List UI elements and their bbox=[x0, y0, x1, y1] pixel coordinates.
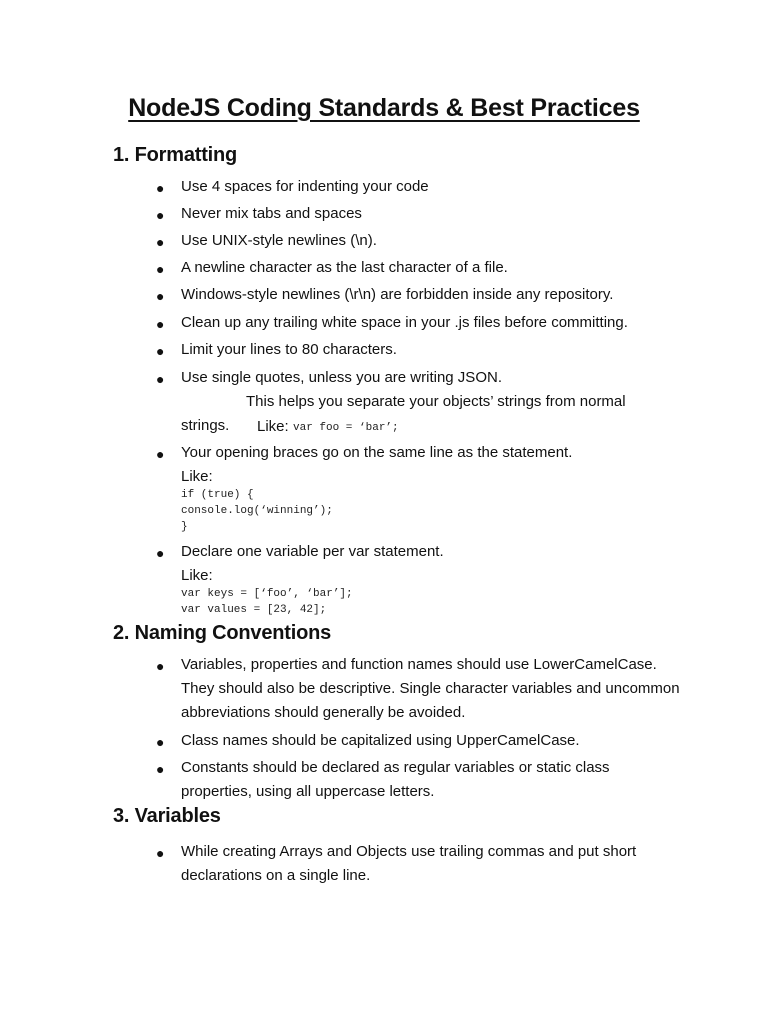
bullet-icon: ● bbox=[156, 545, 165, 561]
bullet-icon: ● bbox=[156, 446, 165, 462]
list-item: Windows-style newlines (\r\n) are forbidden inside any repository. bbox=[181, 286, 614, 303]
section-heading-naming: 2. Naming Conventions bbox=[113, 622, 332, 644]
bullet-icon: ● bbox=[156, 343, 165, 359]
section-heading-variables: 3. Variables bbox=[113, 805, 221, 827]
code-line: if (true) { bbox=[181, 489, 254, 501]
list-item-var: Declare one variable per var statement. bbox=[181, 543, 444, 560]
bullet-icon: ● bbox=[156, 658, 165, 674]
list-item: Use 4 spaces for indenting your code bbox=[181, 178, 429, 195]
bullet-icon: ● bbox=[156, 845, 165, 861]
bullet-icon: ● bbox=[156, 207, 165, 223]
list-item: Clean up any trailing white space in your .js files before committing. bbox=[181, 314, 628, 331]
list-item: Use UNIX-style newlines (\n). bbox=[181, 232, 377, 249]
list-item-single-quotes: Use single quotes, unless you are writing JSON. bbox=[181, 369, 502, 386]
bullet-icon: ● bbox=[156, 261, 165, 277]
bullet-icon: ● bbox=[156, 316, 165, 332]
list-item: Variables, properties and function names should use LowerCamelCase. They should also be descriptive. Single character variables and uncommon abbreviations should generally be avoided. bbox=[181, 656, 680, 721]
list-item: While creating Arrays and Objects use trailing commas and put short declarations on a single line. bbox=[181, 843, 637, 884]
list-item: Never mix tabs and spaces bbox=[181, 205, 362, 222]
list-item: Class names should be capitalized using UpperCamelCase. bbox=[181, 732, 580, 749]
single-quotes-explanation-cont: strings. bbox=[181, 417, 230, 434]
bullet-icon: ● bbox=[156, 180, 165, 196]
like-label: Like: bbox=[181, 567, 213, 584]
bullet-icon: ● bbox=[156, 371, 165, 387]
bullet-icon: ● bbox=[156, 288, 165, 304]
document-title: NodeJS Coding Standards & Best Practices bbox=[128, 94, 640, 122]
bullet-icon: ● bbox=[156, 761, 165, 777]
list-item: Limit your lines to 80 characters. bbox=[181, 341, 397, 358]
code-line: } bbox=[181, 521, 188, 533]
like-label: Like: bbox=[257, 418, 289, 435]
like-label: Like: bbox=[181, 468, 213, 485]
list-item: Constants should be declared as regular variables or static class properties, using all uppercase letters. bbox=[181, 759, 610, 800]
single-quotes-explanation: This helps you separate your objects’ strings from normal bbox=[246, 393, 626, 410]
list-item: A newline character as the last character of a file. bbox=[181, 259, 508, 276]
section-heading-formatting: 1. Formatting bbox=[113, 144, 238, 166]
bullet-icon: ● bbox=[156, 734, 165, 750]
list-item-braces: Your opening braces go on the same line as the statement. bbox=[181, 444, 573, 461]
code-line: var values = [23, 42]; bbox=[181, 604, 327, 616]
code-snippet: var foo = ‘bar’; bbox=[293, 422, 399, 434]
code-line: console.log(‘winning’); bbox=[181, 505, 333, 517]
code-line: var keys = [‘foo’, ‘bar’]; bbox=[181, 588, 353, 600]
bullet-icon: ● bbox=[156, 234, 165, 250]
